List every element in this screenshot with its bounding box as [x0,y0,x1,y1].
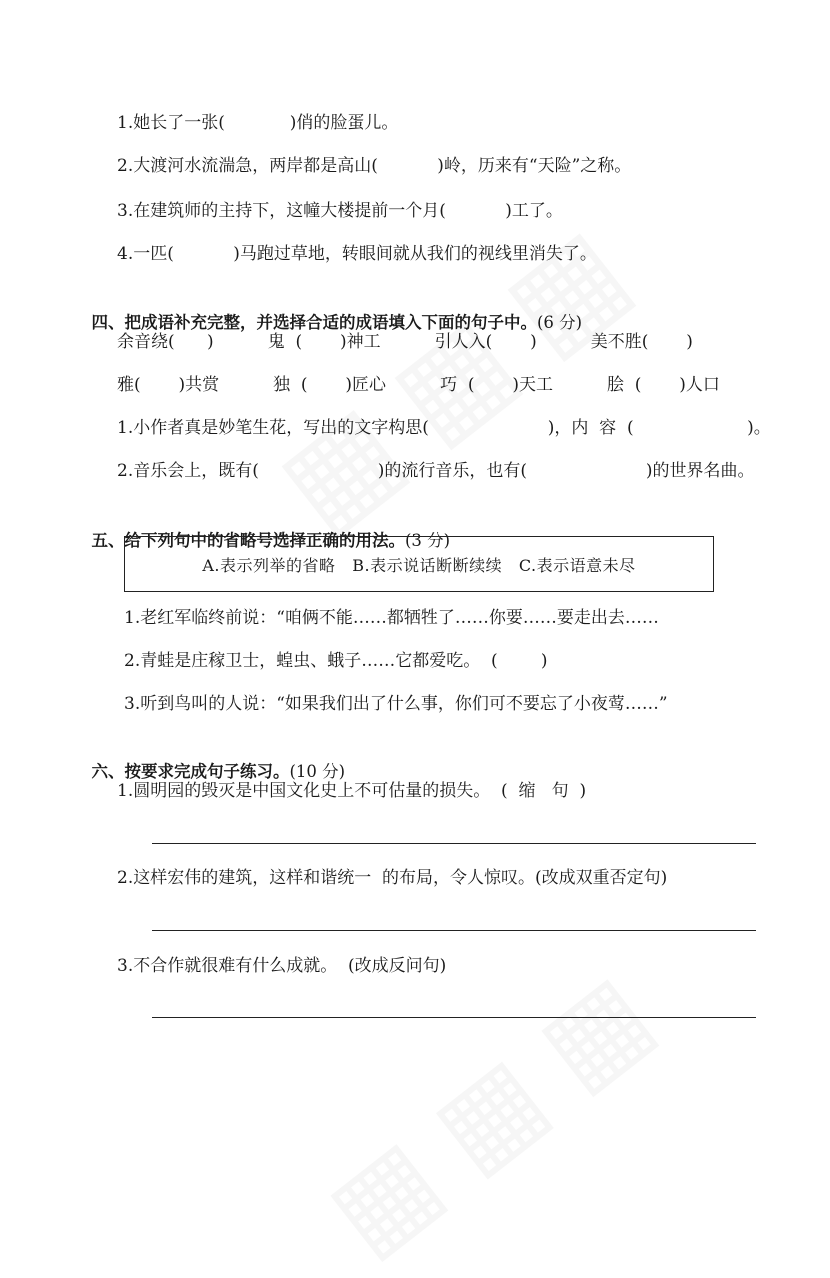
options-text: A.表示列举的省略 B.表示说话断断续续 C.表示语意未尽 [202,555,636,575]
section6-heading [80,736,345,784]
section3-item-1: 1.她长了一张( )俏的脸蛋儿。 [117,113,399,133]
section6-item-1: 1.圆明园的毁灭是中国文化史上不可估量的损失。 ( 缩 句 ) [117,781,587,801]
section4-idioms-row1: 余音绕( ) 鬼 ( )神工 引人入( ) 美不胜( ) [117,332,693,352]
section5-item-2: 2.青蛙是庄稼卫士，蝗虫、蛾子……它都爱吃。 ( ) [124,651,548,671]
answer-line-2[interactable] [152,930,756,931]
section6-item-2: 2.这样宏伟的建筑，这样和谐统一 的布局，令人惊叹。(改成双重否定句) [117,868,668,888]
options-box [124,536,714,592]
answer-line-3[interactable] [152,1017,756,1018]
section6-item-3: 3.不合作就很难有什么成就。 (改成反问句) [117,956,447,976]
section5-item-3: 3.听到鸟叫的人说：“如果我们出了什么事，你们可不要忘了小夜莺……” [124,694,668,714]
answer-line-1[interactable] [152,843,756,844]
section4-question-2: 2.音乐会上，既有( )的流行音乐，也有( )的世界名曲。 [117,461,755,481]
section4-score: (6 分) [537,313,583,332]
section4-heading [80,287,582,335]
section6-heading-text: 六、按要求完成句子练习。 [91,762,290,781]
section4-question-1: 1.小作者真是妙笔生花，写出的文字构思( )，内 容 ( )。 [117,418,771,438]
section6-score: (10 分) [289,762,346,781]
section5-heading-text: 五、给下列句中的省略号选择正确的用法。 [91,531,405,550]
section4-idioms-row2: 雅( )共赏 独 ( )匠心 巧 ( )天工 脍 ( )人口 [117,375,720,395]
section3-item-4: 4.一匹( )马跑过草地，转眼间就从我们的视线里消失了。 [117,244,597,264]
section3-item-2: 2.大渡河水流湍急，两岸都是高山( )岭，历来有“天险”之称。 [117,156,632,176]
section5-score: (3 分) [405,531,451,550]
section4-heading-text: 四、把成语补充完整，并选择合适的成语填入下面的句子中。 [91,313,537,332]
background-watermark [253,182,678,556]
background-watermark-lower [303,930,698,1278]
section3-item-3: 3.在建筑师的主持下，这幢大楼提前一个月( )工了。 [117,201,563,221]
section5-item-1: 1.老红军临终前说：“咱俩不能……都牺牲了……你要……要走出去…… [124,608,659,628]
